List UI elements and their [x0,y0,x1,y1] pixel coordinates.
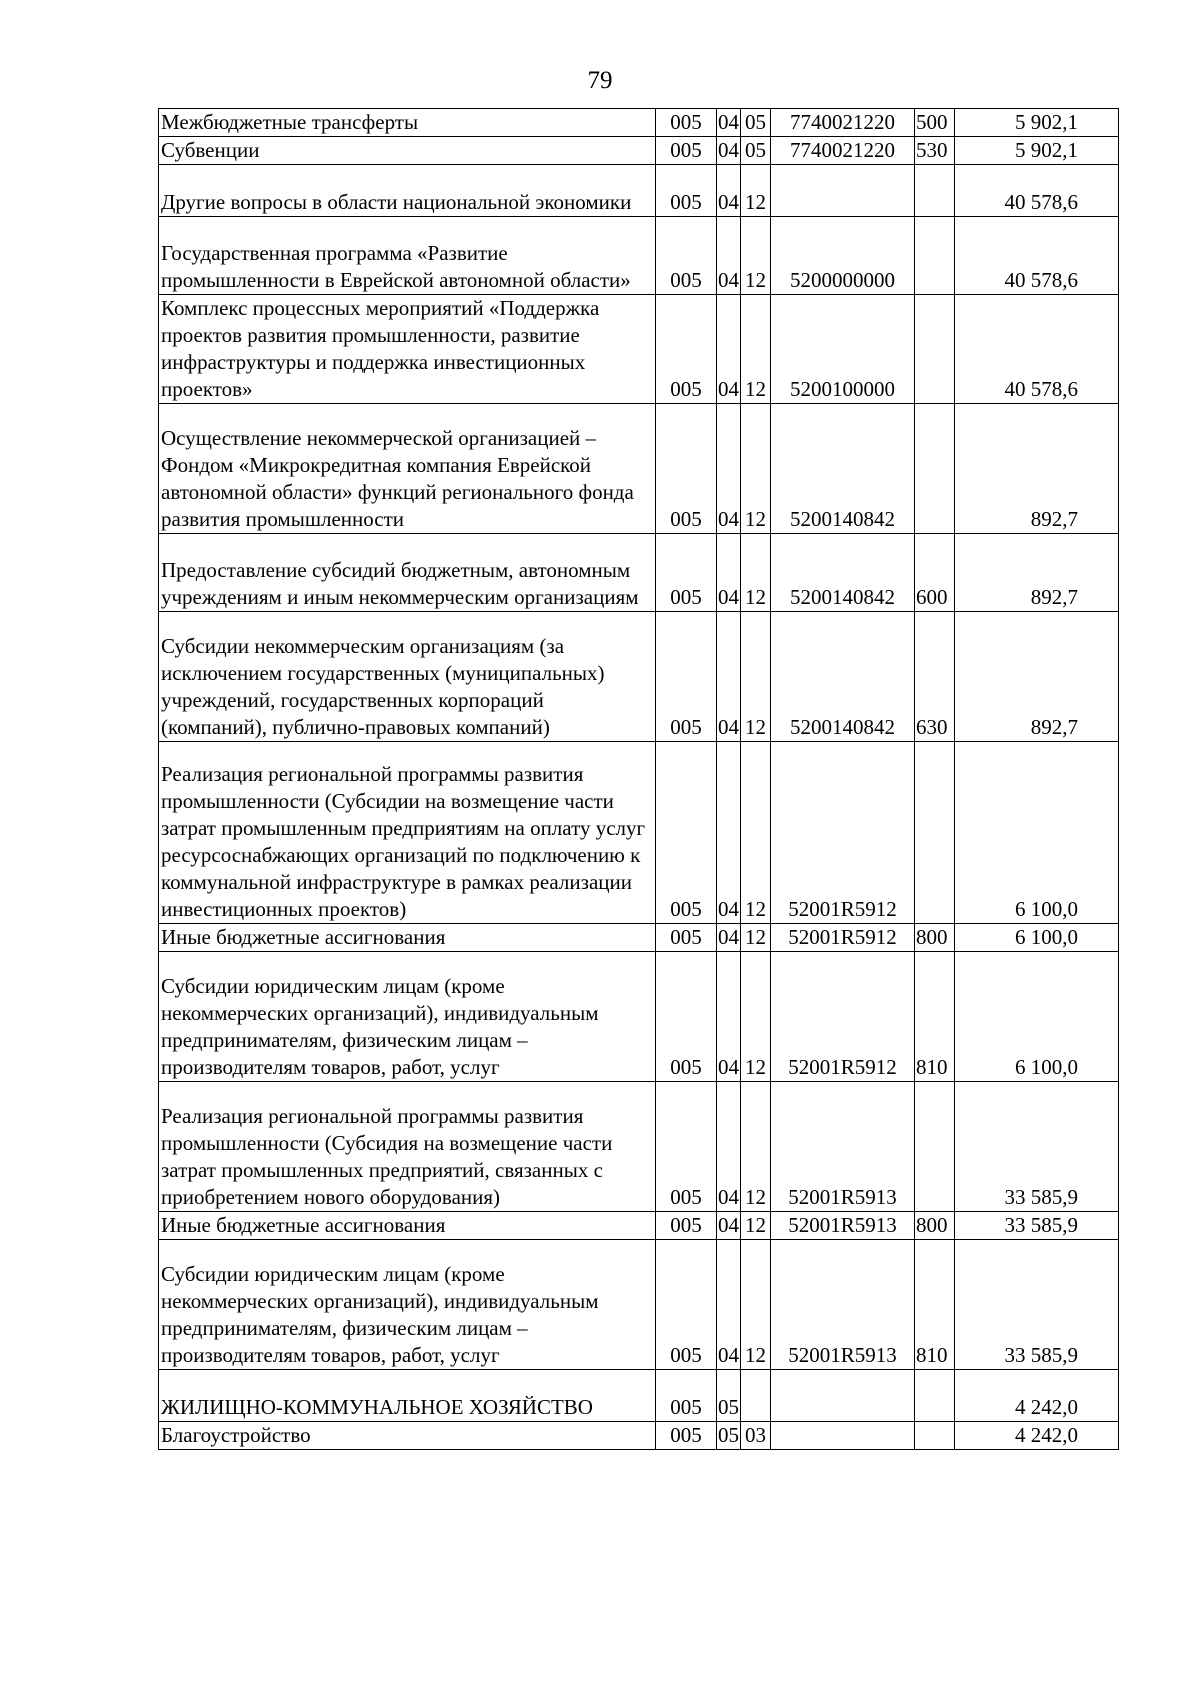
target-article-cell: 5200140842 [771,612,915,742]
subsection-code-cell: 03 [741,1422,771,1450]
row-name-cell: Благоустройство [159,1422,656,1450]
target-article-cell: 5200140842 [771,404,915,534]
table-row [159,109,1119,137]
target-article-cell: 52001R5913 [771,1240,915,1370]
section-code-cell: 04 [717,137,741,165]
amount-cell: 5 902,1 [955,109,1119,137]
target-article-cell: 5200000000 [771,217,915,295]
ministry-code-cell: 005 [656,1240,717,1370]
section-code-cell: 04 [717,1240,741,1370]
subsection-code-cell: 12 [741,217,771,295]
section-code-cell: 04 [717,295,741,404]
amount-cell: 5 902,1 [955,137,1119,165]
subsection-code-cell: 12 [741,612,771,742]
ministry-code-cell: 005 [656,612,717,742]
target-article-cell: 7740021220 [771,109,915,137]
table-row [159,534,1119,612]
page-number: 79 [587,67,613,94]
amount-cell: 40 578,6 [955,295,1119,404]
amount-cell: 6 100,0 [955,924,1119,952]
section-code-cell: 04 [717,952,741,1082]
row-name-cell: Межбюджетные трансферты [159,109,656,137]
ministry-code-cell: 005 [656,404,717,534]
table-row [159,1422,1119,1450]
budget-table-body [159,109,1119,1450]
subsection-code-cell: 12 [741,165,771,217]
ministry-code-cell: 005 [656,742,717,924]
row-name-cell: Другие вопросы в области национальной экономики [159,165,656,217]
amount-cell: 892,7 [955,404,1119,534]
ministry-code-cell: 005 [656,1422,717,1450]
target-article-cell [771,1370,915,1422]
amount-cell: 6 100,0 [955,742,1119,924]
table-row [159,295,1119,404]
ministry-code-cell: 005 [656,217,717,295]
section-code-cell: 04 [717,109,741,137]
section-code-cell: 04 [717,612,741,742]
table-row [159,742,1119,924]
row-name-cell: Реализация региональной программы развития промышленности (Субсидии на возмещение части затрат промышленным предприятиям на оплату услуг ресурсоснабжающих организаций по подключению к коммунальной инфраструктуре в рамках реализации инвестиционных проектов) [159,742,656,924]
target-article-cell: 52001R5912 [771,924,915,952]
table-row [159,217,1119,295]
table-row [159,924,1119,952]
ministry-code-cell: 005 [656,137,717,165]
subsection-code-cell [741,1370,771,1422]
table-row [159,404,1119,534]
ministry-code-cell: 005 [656,295,717,404]
row-name-cell: Иные бюджетные ассигнования [159,924,656,952]
ministry-code-cell: 005 [656,165,717,217]
amount-cell: 4 242,0 [955,1370,1119,1422]
subsection-code-cell: 05 [741,137,771,165]
amount-cell: 6 100,0 [955,952,1119,1082]
expense-type-cell [915,165,955,217]
row-name-cell: Субсидии юридическим лицам (кроме некоммерческих организаций), индивидуальным предпринимателям, физическим лицам – производителям товаров, работ, услуг [159,1240,656,1370]
table-row [159,612,1119,742]
row-name-cell: Иные бюджетные ассигнования [159,1212,656,1240]
row-name-cell: ЖИЛИЩНО-КОММУНАЛЬНОЕ ХОЗЯЙСТВО [159,1370,656,1422]
target-article-cell: 52001R5912 [771,742,915,924]
table-row [159,137,1119,165]
expense-type-cell [915,1370,955,1422]
amount-cell: 4 242,0 [955,1422,1119,1450]
target-article-cell: 5200140842 [771,534,915,612]
expense-type-cell: 630 [915,612,955,742]
target-article-cell: 5200100000 [771,295,915,404]
subsection-code-cell: 12 [741,534,771,612]
subsection-code-cell: 12 [741,952,771,1082]
target-article-cell: 52001R5913 [771,1082,915,1212]
row-name-cell: Реализация региональной программы развития промышленности (Субсидия на возмещение части затрат промышленных предприятий, связанных с приобретением нового оборудования) [159,1082,656,1212]
amount-cell: 33 585,9 [955,1082,1119,1212]
expense-type-cell [915,1422,955,1450]
section-code-cell: 04 [717,217,741,295]
expense-type-cell: 500 [915,109,955,137]
section-code-cell: 04 [717,534,741,612]
row-name-cell: Субвенции [159,137,656,165]
expense-type-cell [915,295,955,404]
subsection-code-cell: 12 [741,404,771,534]
row-name-cell: Осуществление некоммерческой организацией – Фондом «Микрокредитная компания Еврейской автономной области» функций регионального фонда развития промышленности [159,404,656,534]
subsection-code-cell: 12 [741,924,771,952]
ministry-code-cell: 005 [656,952,717,1082]
target-article-cell [771,1422,915,1450]
section-code-cell: 05 [717,1370,741,1422]
budget-table [158,108,1119,1450]
table-row [159,952,1119,1082]
table-row [159,165,1119,217]
expense-type-cell: 600 [915,534,955,612]
amount-cell: 40 578,6 [955,217,1119,295]
target-article-cell: 7740021220 [771,137,915,165]
subsection-code-cell: 12 [741,1212,771,1240]
row-name-cell: Субсидии юридическим лицам (кроме некоммерческих организаций), индивидуальным предпринимателям, физическим лицам – производителям товаров, работ, услуг [159,952,656,1082]
section-code-cell: 04 [717,742,741,924]
expense-type-cell: 530 [915,137,955,165]
target-article-cell: 52001R5913 [771,1212,915,1240]
section-code-cell: 04 [717,165,741,217]
expense-type-cell: 800 [915,1212,955,1240]
section-code-cell: 04 [717,404,741,534]
target-article-cell: 52001R5912 [771,952,915,1082]
row-name-cell: Предоставление субсидий бюджетным, автономным учреждениям и иным некоммерческим организациям [159,534,656,612]
subsection-code-cell: 12 [741,742,771,924]
row-name-cell: Государственная программа «Развитие промышленности в Еврейской автономной области» [159,217,656,295]
ministry-code-cell: 005 [656,1370,717,1422]
amount-cell: 892,7 [955,612,1119,742]
amount-cell: 40 578,6 [955,165,1119,217]
ministry-code-cell: 005 [656,1082,717,1212]
amount-cell: 892,7 [955,534,1119,612]
row-name-cell: Субсидии некоммерческим организациям (за исключением государственных (муниципальных) учреждений, государственных корпораций (компаний), публично-правовых компаний) [159,612,656,742]
section-code-cell: 05 [717,1422,741,1450]
target-article-cell [771,165,915,217]
expense-type-cell: 810 [915,1240,955,1370]
table-row [159,1240,1119,1370]
amount-cell: 33 585,9 [955,1212,1119,1240]
section-code-cell: 04 [717,1212,741,1240]
ministry-code-cell: 005 [656,534,717,612]
expense-type-cell: 800 [915,924,955,952]
table-row [159,1212,1119,1240]
expense-type-cell [915,1082,955,1212]
ministry-code-cell: 005 [656,109,717,137]
section-code-cell: 04 [717,1082,741,1212]
expense-type-cell [915,217,955,295]
amount-cell: 33 585,9 [955,1240,1119,1370]
section-code-cell: 04 [717,924,741,952]
ministry-code-cell: 005 [656,924,717,952]
subsection-code-cell: 05 [741,109,771,137]
expense-type-cell: 810 [915,952,955,1082]
row-name-cell: Комплекс процессных мероприятий «Поддержка проектов развития промышленности, развитие инфраструктуры и поддержка инвестиционных проектов» [159,295,656,404]
expense-type-cell [915,404,955,534]
table-row [159,1082,1119,1212]
ministry-code-cell: 005 [656,1212,717,1240]
expense-type-cell [915,742,955,924]
subsection-code-cell: 12 [741,295,771,404]
subsection-code-cell: 12 [741,1240,771,1370]
subsection-code-cell: 12 [741,1082,771,1212]
table-row [159,1370,1119,1422]
